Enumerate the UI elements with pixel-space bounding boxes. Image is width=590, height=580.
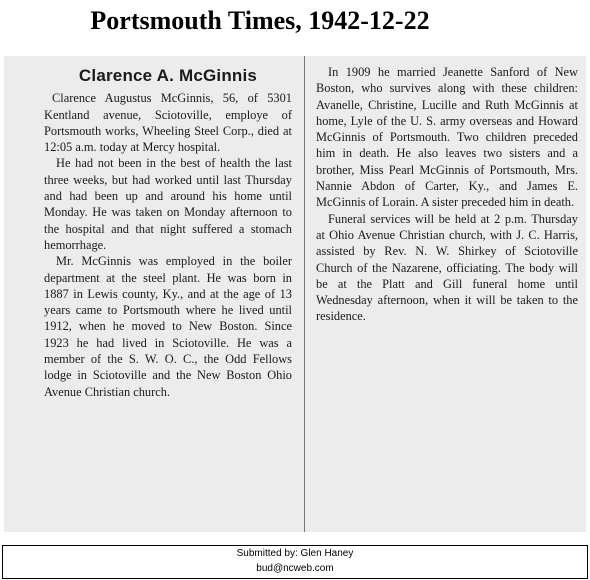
obituary-paragraph: Funeral services will be held at 2 p.m. Thursday at Ohio Avenue Christian church, with J. C. Harris, assisted by Rev. N. W. Shirkey of Sciotoville Church of the Nazarene, officiating. The body will be at the Platt and Gill funeral home until Wednesday afternoon, when it will be taken to the residence. xyxy=(316,211,578,324)
obituary-headline: Clarence A. McGinnis xyxy=(78,66,258,85)
column-divider xyxy=(304,56,305,532)
obituary-paragraph: In 1909 he married Jeanette Sanford of New Boston, who survives along with these children: Avanelle, Christine, Lucille and Ruth McGinnis at home, Lyle of the U. S. army overseas and Howard McGinnis of Portsmouth. Two children preceded him in death. He also leaves two sisters and a brother, Miss Pearl McGinnis of Portsmouth, Mrs. Nannie Abdon of Carter, Ky., and James E. McGinnis of Lorain. A sister preceded him in death. xyxy=(316,65,578,210)
obituary-paragraph: He had not been in the best of health the last three weeks, but had worked until last Thursday and had been up and around his home until Monday. He was taken on Monday afternoon to the hospital and that night suffered a stomach hemorrhage. xyxy=(44,156,292,252)
page-title: Portsmouth Times, 1942-12-22 xyxy=(90,6,430,35)
right-column xyxy=(316,56,578,532)
submitter-email[interactable]: bud@ncweb.com xyxy=(256,563,334,574)
left-column xyxy=(44,56,292,532)
submission-footer xyxy=(2,545,588,579)
obituary-paragraph: Mr. McGinnis was employed in the boiler department at the steel plant. He was born in 1887 in Lewis county, Ky., and at the age of 13 years came to Portsmouth where he lived until 1912, when he moved to New Boston. Since 1923 he had lived in Sciotoville. He was a member of the S. W. O. C., the Odd Fellows lodge in Sciotoville and the New Boston Ohio Avenue Christian church. xyxy=(44,254,292,399)
obituary-paragraph: Clarence Augustus McGinnis, 56, of 5301 Kentland avenue, Sciotoville, employe of Portsmouth works, Wheeling Steel Corp., died at 12:05 a.m. today at Mercy hospital. xyxy=(44,91,292,155)
submitted-by-text: Submitted by: Glen Haney xyxy=(236,548,354,559)
newspaper-clipping xyxy=(4,56,586,532)
